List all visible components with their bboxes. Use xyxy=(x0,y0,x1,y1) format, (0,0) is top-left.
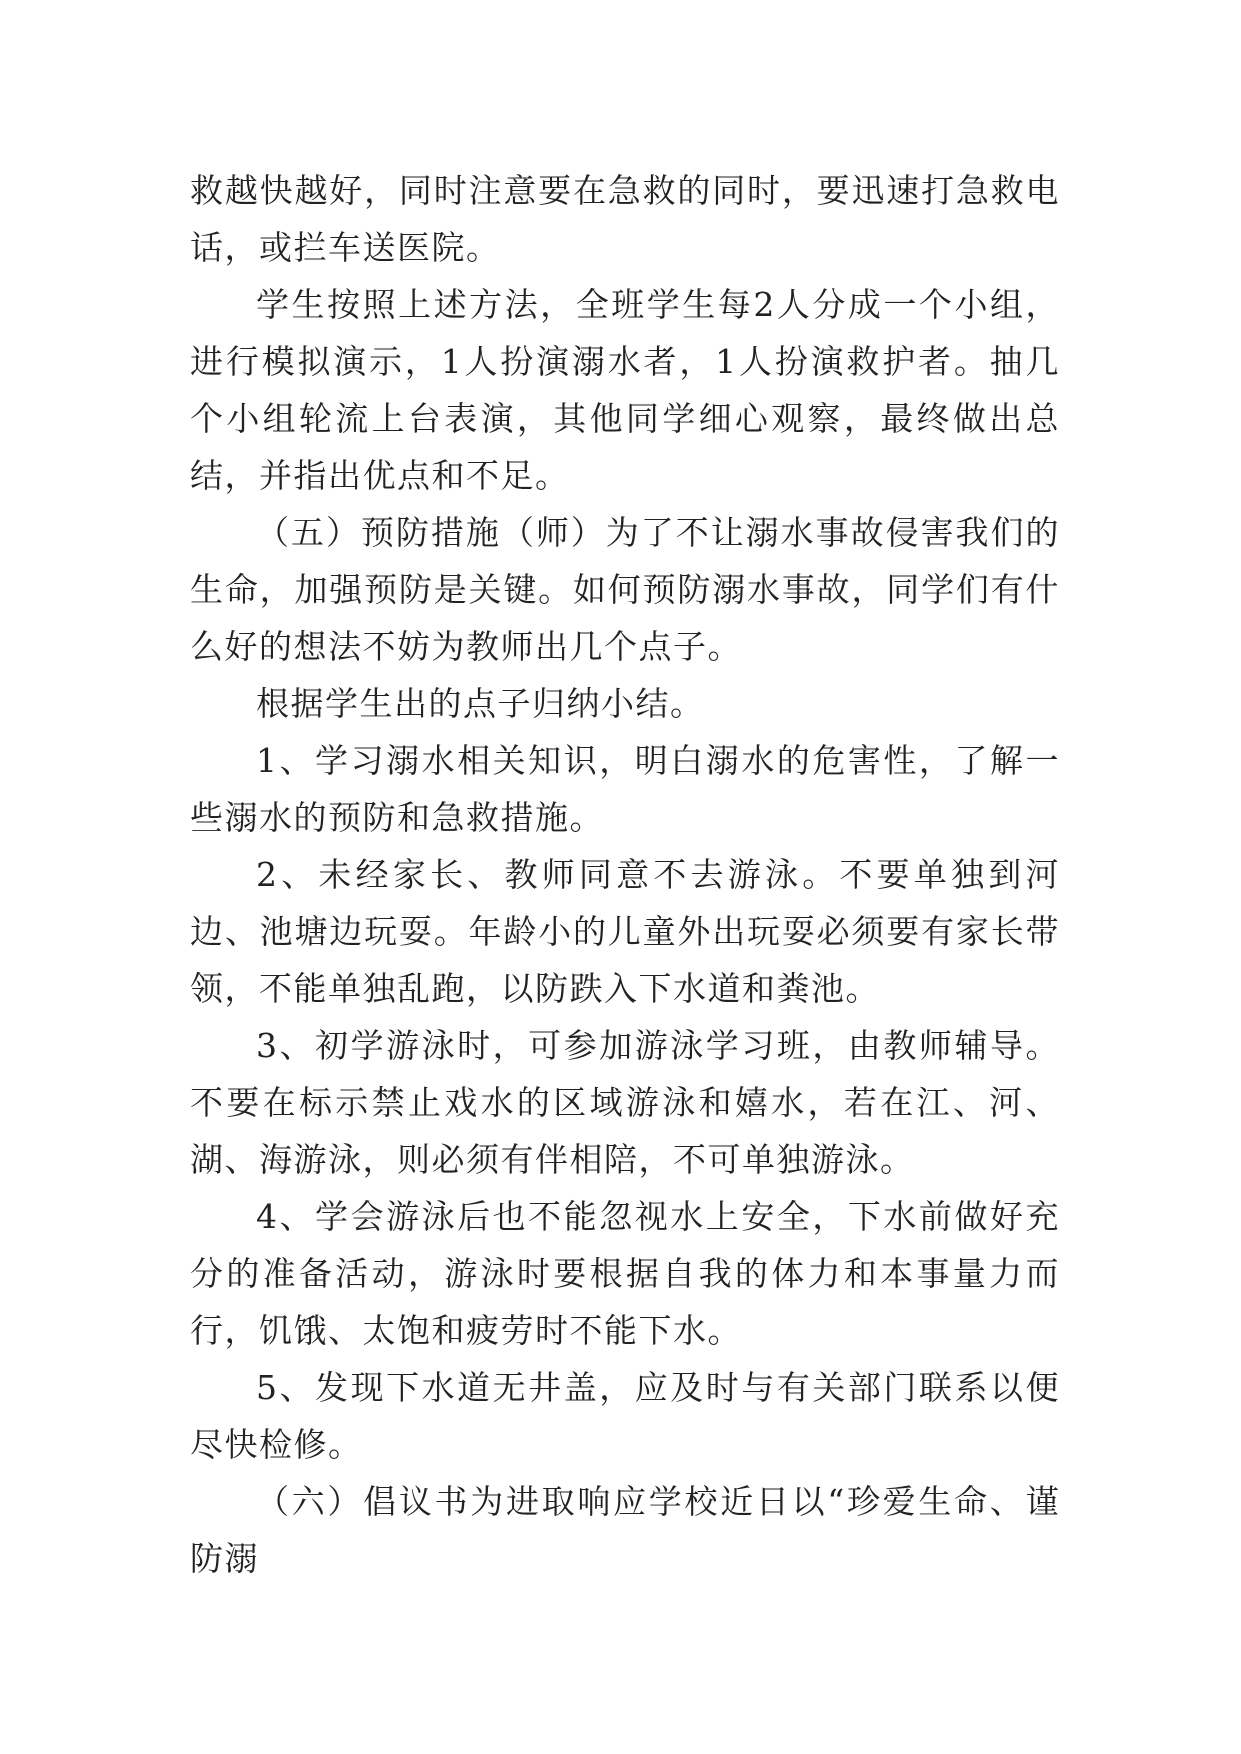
paragraph: 4、学会游泳后也不能忽视水上安全，下水前做好充分的准备活动，游泳时要根据自我的体力和本事量力而行，饥饿、太饱和疲劳时不能下水。 xyxy=(190,1197,1060,1350)
paragraph: （五）预防措施（师）为了不让溺水事故侵害我们的生命，加强预防是关键。如何预防溺水事故，同学们有什么好的想法不妨为教师出几个点子。 xyxy=(190,513,1060,666)
paragraph: 3、初学游泳时，可参加游泳学习班，由教师辅导。不要在标示禁止戏水的区域游泳和嬉水，若在江、河、湖、海游泳，则必须有伴相陪，不可单独游泳。 xyxy=(190,1026,1060,1179)
paragraph: 救越快越好，同时注意要在急救的同时，要迅速打急救电话，或拦车送医院。 xyxy=(190,171,1060,267)
document-body xyxy=(190,162,1060,1587)
paragraph: 学生按照上述方法，全班学生每2人分成一个小组，进行模拟演示，1人扮演溺水者，1人扮演救护者。抽几个小组轮流上台表演，其他同学细心观察，最终做出总结，并指出优点和不足。 xyxy=(190,285,1060,495)
paragraph: 根据学生出的点子归纳小结。 xyxy=(256,684,705,723)
paragraph: 1、学习溺水相关知识，明白溺水的危害性，了解一些溺水的预防和急救措施。 xyxy=(190,741,1060,837)
paragraph: 2、未经家长、教师同意不去游泳。不要单独到河边、池塘边玩耍。年龄小的儿童外出玩耍必须要有家长带领，不能单独乱跑，以防跌入下水道和粪池。 xyxy=(190,855,1060,1008)
paragraph: 5、发现下水道无井盖，应及时与有关部门联系以便尽快检修。 xyxy=(190,1368,1060,1464)
paragraph: （六）倡议书为进取响应学校近日以“珍爱生命、谨防溺 xyxy=(190,1482,1060,1578)
